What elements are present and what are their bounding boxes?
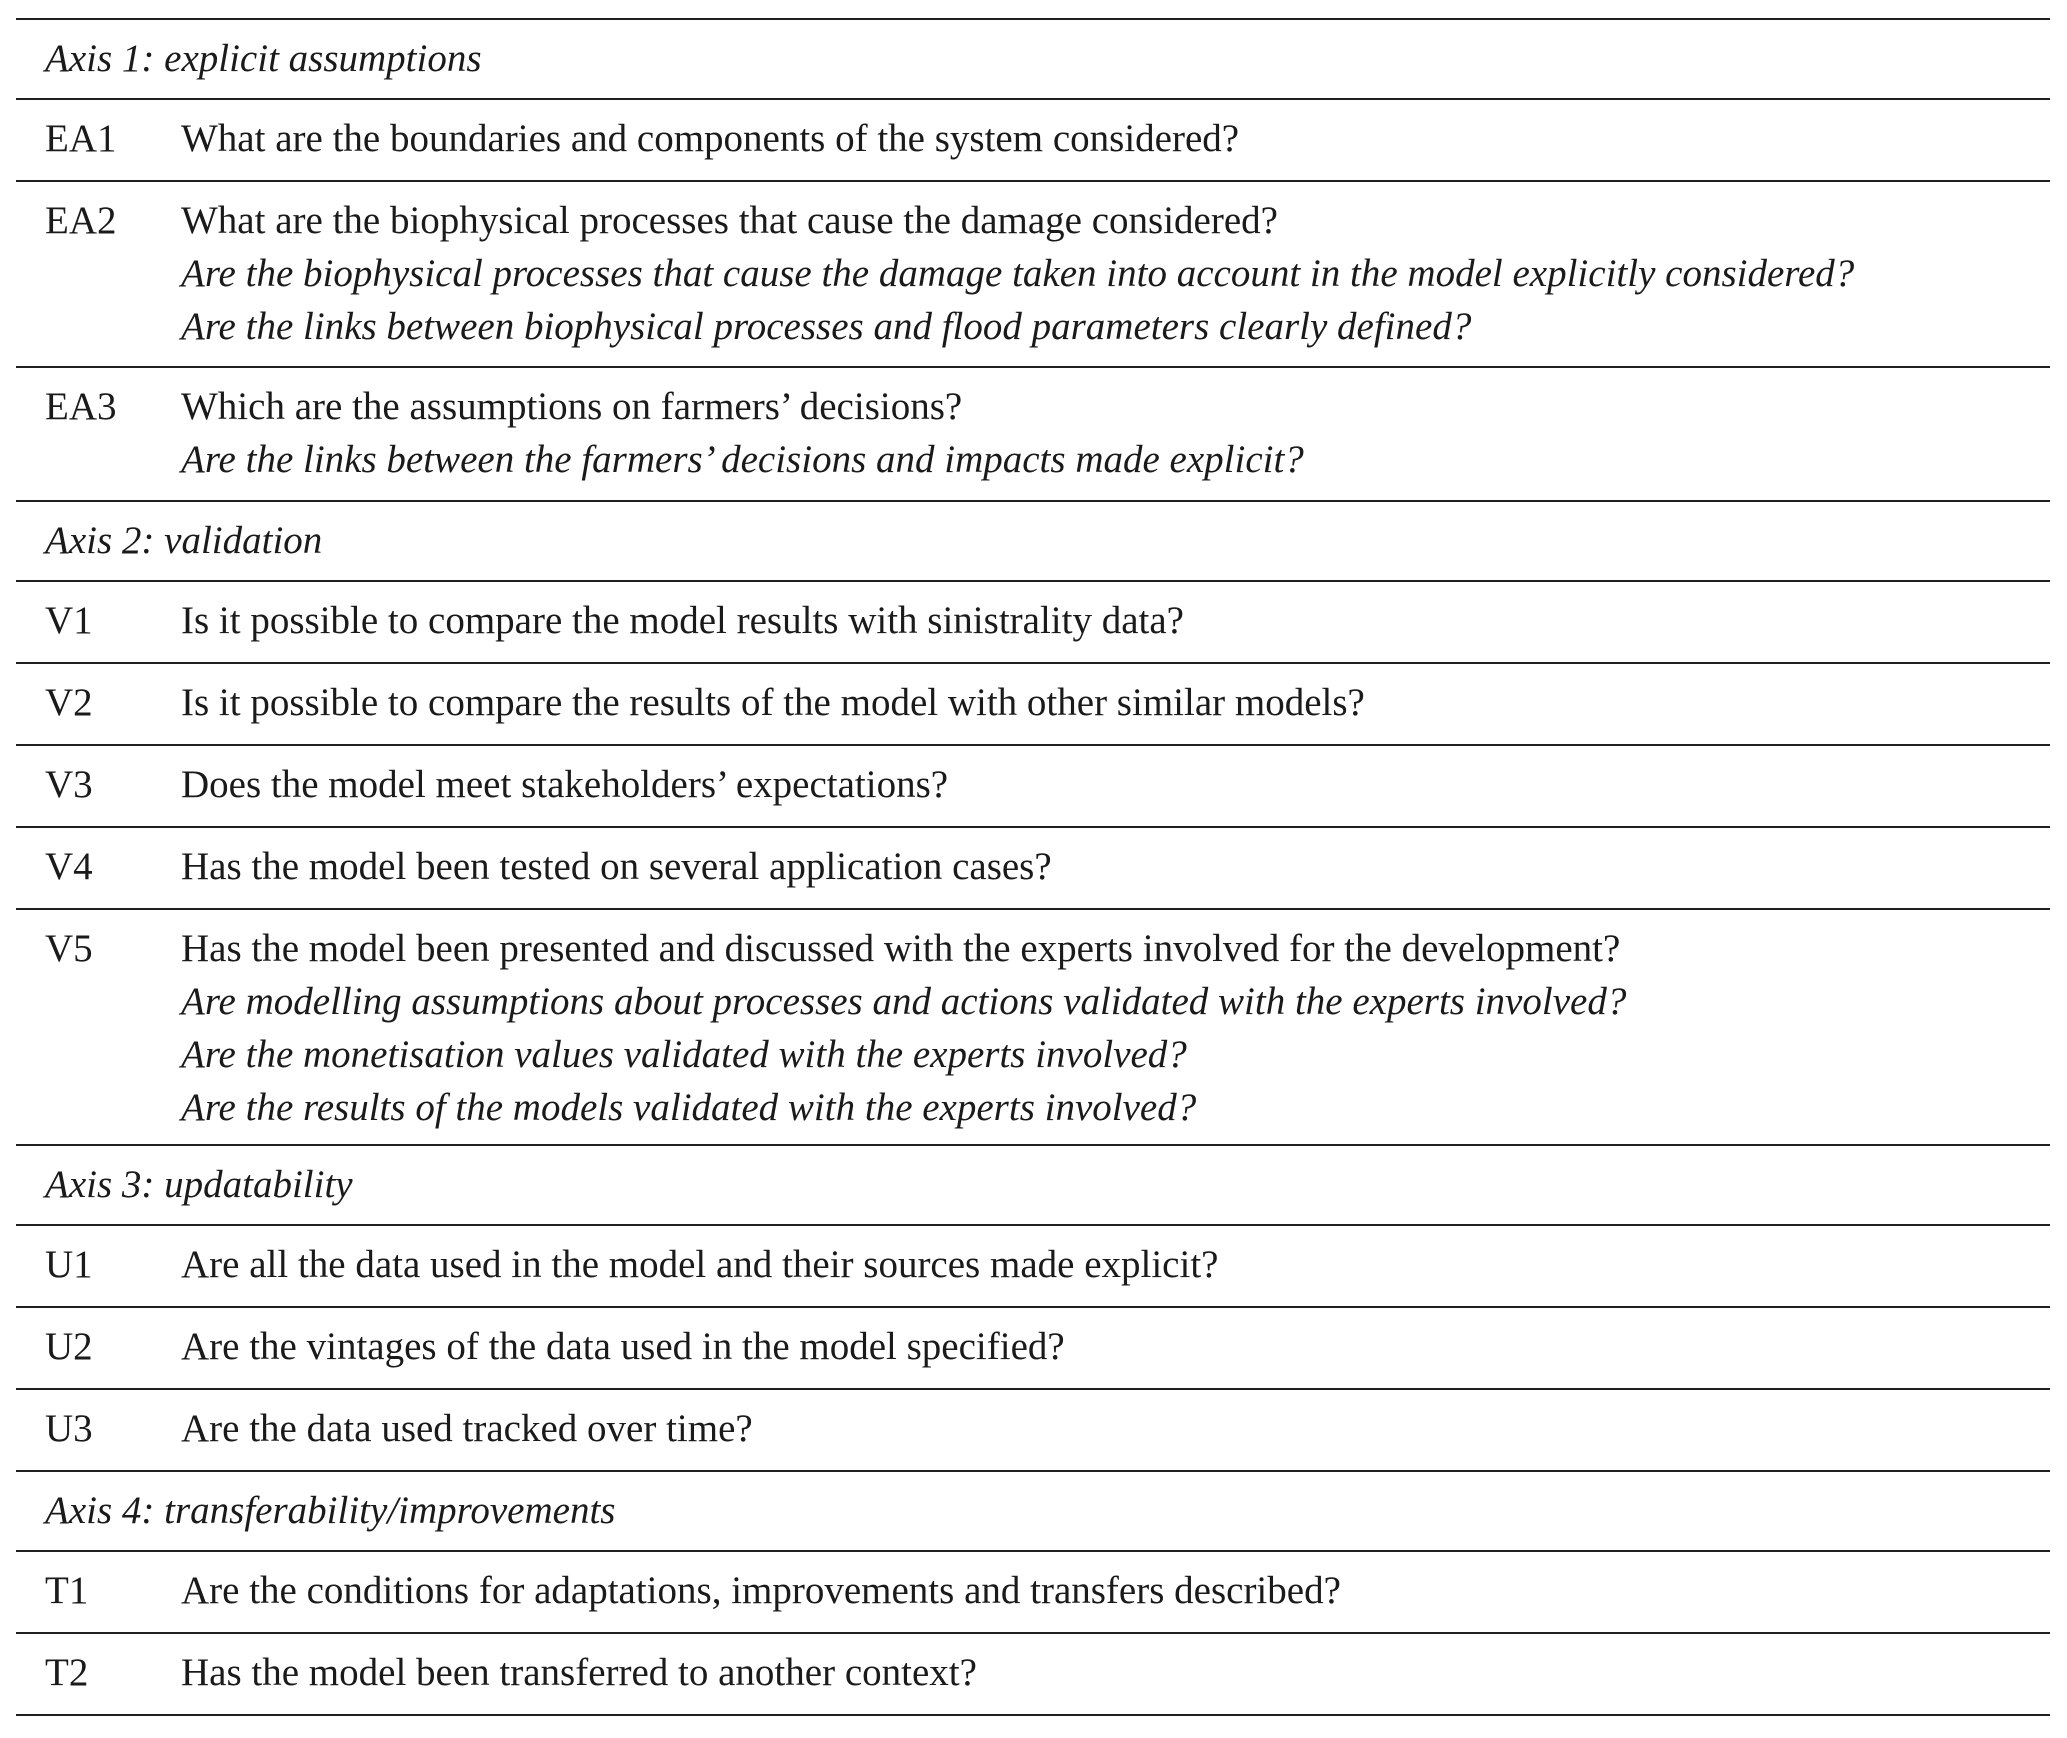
table-row bbox=[16, 1390, 2050, 1472]
criterion-question: Are the vintages of the data used in the model specified? bbox=[181, 1325, 1065, 1368]
criterion-question: Which are the assumptions on farmers’ decisions? bbox=[181, 385, 963, 428]
criterion-content bbox=[181, 922, 2050, 1134]
criterion-content bbox=[181, 1320, 2050, 1373]
axis-header-row bbox=[16, 502, 2050, 582]
criterion-question: Does the model meet stakeholders’ expectations? bbox=[181, 763, 949, 806]
criterion-content bbox=[181, 676, 2050, 729]
criterion-question: Has the model been presented and discussed with the experts involved for the development? bbox=[181, 927, 1621, 970]
table-row bbox=[16, 368, 2050, 502]
criterion-question: Is it possible to compare the model results with sinistrality data? bbox=[181, 599, 1184, 642]
axis-title: Axis 1: explicit assumptions bbox=[45, 37, 482, 80]
axis-title: Axis 2: validation bbox=[45, 519, 323, 562]
axis-header-row bbox=[16, 1472, 2050, 1552]
criterion-content bbox=[181, 1564, 2050, 1617]
criterion-content bbox=[181, 840, 2050, 893]
criterion-code: U1 bbox=[45, 1243, 93, 1286]
criterion-question: Are all the data used in the model and their sources made explicit? bbox=[181, 1243, 1219, 1286]
criterion-code: V5 bbox=[45, 927, 93, 970]
criterion-content bbox=[181, 1402, 2050, 1455]
table-row bbox=[16, 100, 2050, 182]
table-row bbox=[16, 910, 2050, 1146]
criterion-code: U2 bbox=[45, 1325, 93, 1368]
criterion-code: T2 bbox=[45, 1651, 89, 1694]
criterion-question: Are the data used tracked over time? bbox=[181, 1407, 753, 1450]
table-row bbox=[16, 1308, 2050, 1390]
criterion-content bbox=[181, 758, 2050, 811]
criterion-code: V3 bbox=[45, 763, 93, 806]
criterion-question: What are the biophysical processes that cause the damage considered? bbox=[181, 199, 1278, 242]
table-row bbox=[16, 1634, 2050, 1716]
criterion-content bbox=[181, 380, 2050, 486]
criterion-subquestion: Are modelling assumptions about processes and actions validated with the experts involved? bbox=[181, 980, 1627, 1023]
criterion-subquestion: Are the biophysical processes that cause the damage taken into account in the model explicitly considered? bbox=[181, 252, 1855, 295]
criterion-subquestion: Are the monetisation values validated with the experts involved? bbox=[181, 1033, 1187, 1076]
criterion-question: Are the conditions for adaptations, improvements and transfers described? bbox=[181, 1569, 1341, 1612]
criterion-content bbox=[181, 194, 2050, 353]
table-row bbox=[16, 664, 2050, 746]
criterion-question: Has the model been tested on several application cases? bbox=[181, 845, 1052, 888]
table-row bbox=[16, 746, 2050, 828]
criterion-question: What are the boundaries and components of the system considered? bbox=[181, 117, 1240, 160]
criterion-question: Is it possible to compare the results of the model with other similar models? bbox=[181, 681, 1365, 724]
criterion-code: U3 bbox=[45, 1407, 93, 1450]
axis-header-row bbox=[16, 1146, 2050, 1226]
criterion-code: EA3 bbox=[45, 385, 117, 428]
criterion-subquestion: Are the links between biophysical processes and flood parameters clearly defined? bbox=[181, 305, 1472, 348]
table-row bbox=[16, 828, 2050, 910]
criterion-question: Has the model been transferred to another context? bbox=[181, 1651, 977, 1694]
criterion-code: EA2 bbox=[45, 199, 117, 242]
axis-title: Axis 3: updatability bbox=[45, 1163, 353, 1206]
table-row bbox=[16, 1552, 2050, 1634]
table-row bbox=[16, 582, 2050, 664]
axis-title: Axis 4: transferability/improvements bbox=[45, 1489, 616, 1532]
criterion-subquestion: Are the results of the models validated with the experts involved? bbox=[181, 1086, 1197, 1129]
criterion-subquestion: Are the links between the farmers’ decisions and impacts made explicit? bbox=[181, 438, 1304, 481]
criterion-content bbox=[181, 1238, 2050, 1291]
table-row bbox=[16, 182, 2050, 368]
criterion-code: V1 bbox=[45, 599, 93, 642]
table-row bbox=[16, 1226, 2050, 1308]
criterion-content bbox=[181, 1646, 2050, 1699]
criterion-content bbox=[181, 112, 2050, 165]
criterion-code: T1 bbox=[45, 1569, 89, 1612]
criterion-code: V2 bbox=[45, 681, 93, 724]
criterion-code: EA1 bbox=[45, 117, 117, 160]
criterion-code: V4 bbox=[45, 845, 93, 888]
criterion-content bbox=[181, 594, 2050, 647]
criteria-table bbox=[16, 18, 2050, 1716]
axis-header-row bbox=[16, 20, 2050, 100]
